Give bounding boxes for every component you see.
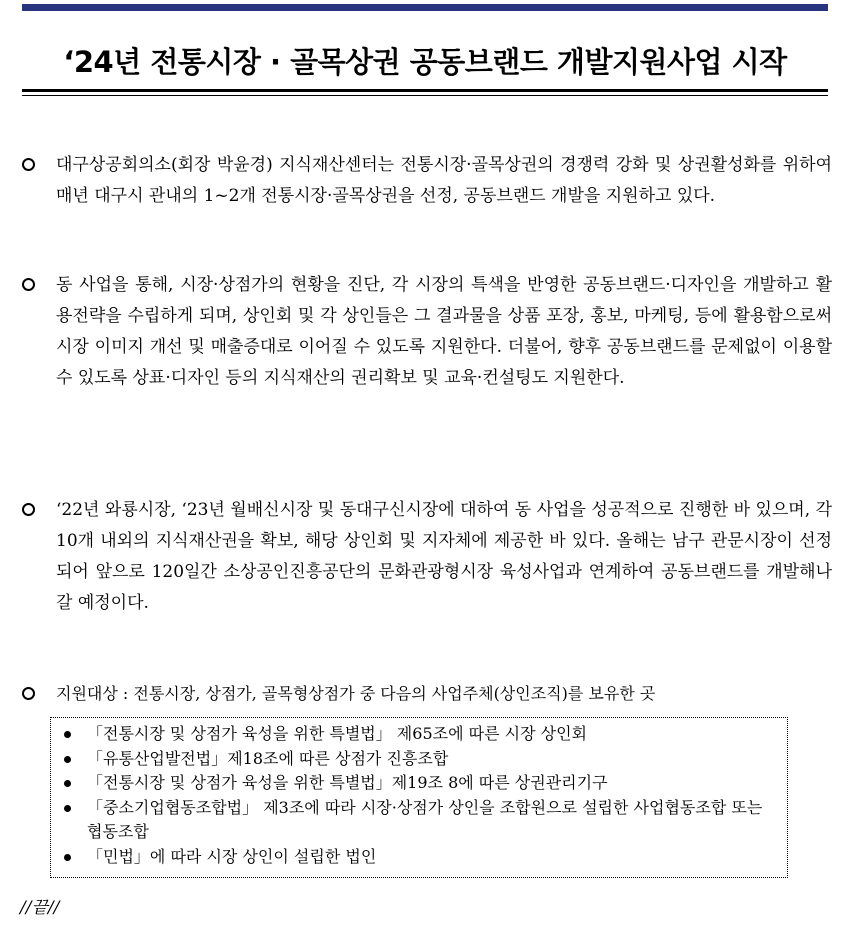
list-item: 「전통시장 및 상점가 육성을 위한 특별법」 제65조에 따른 시장 상인회: [61, 722, 777, 747]
bullet-dot-icon: [64, 780, 71, 787]
support-target-label: 지원대상 : 전통시장, 상점가, 골목형상점가 중 다음의 사업주체(상인조직)를 보유한 곳: [56, 684, 656, 703]
end-mark: //끝//: [20, 898, 60, 918]
paragraph-3-text: ‘22년 와룡시장, ‘23년 월배신시장 및 동대구신시장에 대하여 동 사업을 성공적으로 진행한 바 있으며, 각 10개 내외의 지식재산권을 확보, 해당 상인회 및 지자체에 제공한 바 있다. 올해는 남구 관문시장이 선정되어 앞으로 120일간 소상공인진흥공단의 문화관광형시장 육성사업과 연계하여 공동브랜드를 개발해나갈 예정이다.: [56, 500, 832, 613]
circle-bullet-icon: [22, 680, 35, 709]
paragraph-3: [22, 495, 832, 619]
bullet-dot-icon: [64, 731, 71, 738]
support-target: [22, 680, 832, 708]
list-item: 「민법」에 따라 시장 상인이 설립한 법인: [61, 845, 777, 870]
title-rule-thin: [22, 95, 828, 96]
eligible-organizations-box: [50, 717, 788, 878]
bullet-dot-icon: [64, 805, 71, 812]
list-item: 「전통시장 및 상점가 육성을 위한 특별법」제19조 8에 따른 상권관리기구: [61, 771, 777, 796]
document-title: ‘24년 전통시장 · 골목상권 공동브랜드 개발지원사업 시작: [63, 45, 787, 79]
list-item: 「중소기업협동조합법」 제3조에 따라 시장·상점가 상인을 조합원으로 설립한 사업협동조합 또는 협동조합: [61, 796, 777, 845]
bullet-dot-icon: [64, 854, 71, 861]
title-rule-thick: [22, 89, 828, 92]
eligible-organizations-list: [61, 722, 777, 869]
circle-bullet-icon: [22, 150, 42, 182]
bullet-dot-icon: [64, 756, 71, 763]
paragraph-1: [22, 150, 832, 212]
list-item: 「유통산업발전법」제18조에 따른 상점가 진흥조합: [61, 747, 777, 772]
paragraph-2-text: 동 사업을 통해, 시장·상점가의 현황을 진단, 각 시장의 특색을 반영한 공동브랜드·디자인을 개발하고 활용전략을 수립하게 되며, 상인회 및 각 상인들은 그 결과물을 상품 포장, 홍보, 마케팅, 등에 활용함으로써 시장 이미지 개선 및 매출증대로 이어질 수 있도록 지원한다. 더불어, 향후 공동브랜드를 문제없이 이용할 수 있도록 상표·디자인 등의 지식재산의 권리확보 및 교육·컨설팅도 지원한다.: [56, 275, 832, 388]
circle-bullet-icon: [22, 270, 42, 302]
header-bar: [22, 4, 828, 11]
circle-bullet-icon: [22, 495, 42, 527]
paragraph-2: [22, 270, 832, 394]
paragraph-1-text: 대구상공회의소(회장 박윤경) 지식재산센터는 전통시장·골목상권의 경쟁력 강화 및 상권활성화를 위하여 매년 대구시 관내의 1~2개 전통시장·골목상권을 선정, 공동브랜드 개발을 지원하고 있다.: [56, 155, 832, 206]
